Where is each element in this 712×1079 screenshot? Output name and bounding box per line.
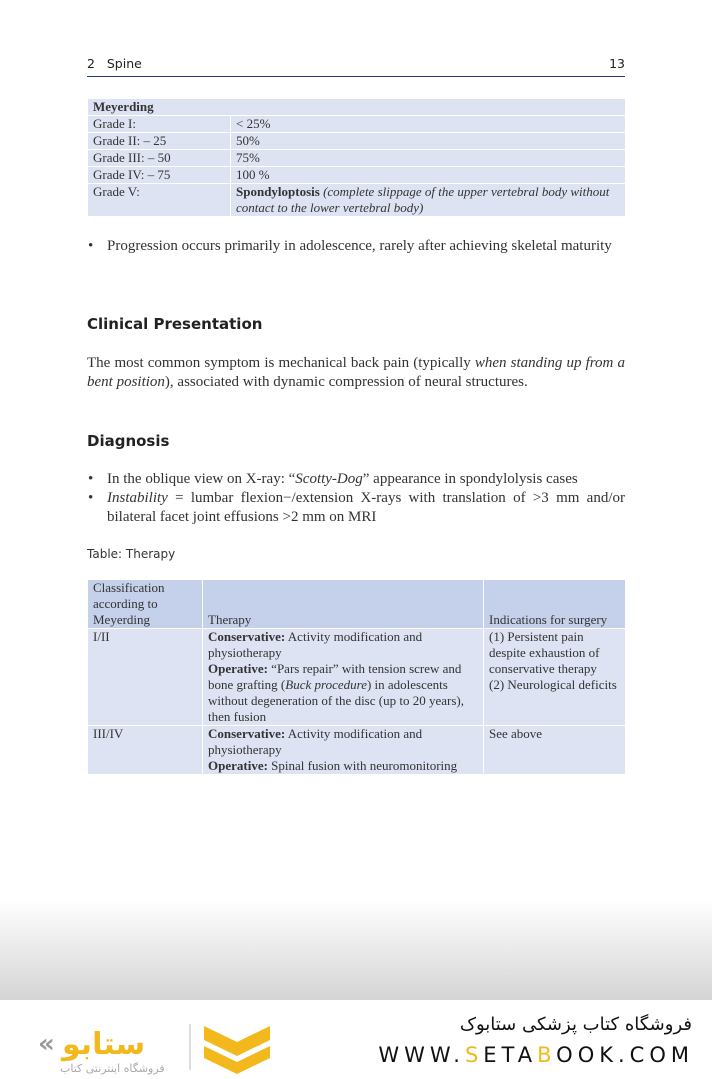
- table-row: [88, 629, 626, 726]
- list-item: • Progression occurs primarily in adolescence, rarely after achieving skeletal maturity: [87, 237, 625, 256]
- cell: Grade III: – 50: [88, 150, 231, 167]
- setabook-logo: [30, 1018, 280, 1076]
- cell: Grade IV: – 75: [88, 167, 231, 184]
- cell: [484, 629, 626, 726]
- cell: See above: [484, 726, 626, 775]
- svg-text:ستابو: ستابو: [62, 1027, 146, 1062]
- therapy-table: [87, 579, 626, 775]
- text: OOK.COM: [556, 1043, 694, 1067]
- cell: [231, 184, 626, 217]
- cell: Grade II: – 25: [88, 133, 231, 150]
- text: = lumbar flexion−/extension X-rays with translation of >3 mm and/or bilateral facet joint effusions >2 mm on MRI: [107, 490, 625, 525]
- text: B: [537, 1043, 557, 1067]
- bold-term: Spondyloptosis: [236, 184, 320, 199]
- page-shadow: [0, 900, 712, 1000]
- text: (1) Persistent pain despite exhaustion of conservative therapy: [489, 629, 600, 676]
- section-heading: Clinical Presentation: [87, 315, 263, 333]
- bullet-list: [87, 237, 625, 256]
- paragraph: [87, 354, 625, 392]
- table-caption: Table: Therapy: [87, 547, 176, 561]
- svg-text:فروشگاه اینترنتی کتاب: فروشگاه اینترنتی کتاب: [60, 1062, 165, 1075]
- section-heading: Diagnosis: [87, 432, 170, 450]
- text: (2) Neurological deficits: [489, 677, 617, 692]
- header-cell: Therapy: [203, 580, 484, 629]
- text: Spinal fusion with neuromonitoring: [267, 758, 458, 773]
- text: “Pars repair” with tension screw and bone grafting (: [208, 661, 462, 692]
- table-header-row: [88, 580, 626, 629]
- table-row: [88, 150, 626, 167]
- chapter-title: 2 Spine: [87, 56, 142, 71]
- header-cell: Classification according to Meyerding: [88, 580, 203, 629]
- italic-text: Buck procedure: [285, 677, 367, 692]
- text: ETA: [483, 1043, 538, 1067]
- meyerding-table: [87, 98, 626, 217]
- cell: 100 %: [231, 167, 626, 184]
- list-item: [87, 489, 625, 527]
- cell: 75%: [231, 150, 626, 167]
- text: S: [464, 1043, 484, 1067]
- cell: Grade I:: [88, 116, 231, 133]
- text: In the oblique view on X-ray: “: [107, 471, 296, 487]
- text: The most common symptom is mechanical back pain (typically: [87, 355, 475, 371]
- cell: [203, 726, 484, 775]
- header-cell: Indications for surgery: [484, 580, 626, 629]
- cell: III/IV: [88, 726, 203, 775]
- table-title: Meyerding: [88, 99, 626, 116]
- cell: Grade V:: [88, 184, 231, 217]
- website-url[interactable]: [378, 1043, 694, 1067]
- text: ” appearance in spondylolysis cases: [362, 471, 578, 487]
- text: Activity modification and physiotherapy: [208, 726, 423, 757]
- cell: [203, 629, 484, 726]
- cell: I/II: [88, 629, 203, 726]
- label: Operative:: [208, 661, 268, 676]
- cell: < 25%: [231, 116, 626, 133]
- label: Conservative:: [208, 726, 286, 741]
- list-item: [87, 470, 625, 489]
- italic-text: Instability: [107, 490, 168, 506]
- store-name: فروشگاه کتاب پزشکی ستابوک: [459, 1014, 692, 1035]
- text: WWW.: [378, 1043, 465, 1067]
- label: Conservative:: [208, 629, 286, 644]
- table-row: [88, 167, 626, 184]
- page-number: 13: [609, 56, 625, 71]
- text: ), associated with dynamic compression of neural structures.: [164, 374, 528, 390]
- italic-text: when standing up from a bent position: [87, 355, 625, 390]
- table-row: [88, 116, 626, 133]
- text: Activity modification and physiotherapy: [208, 629, 423, 660]
- svg-text:«: «: [38, 1029, 55, 1059]
- table-row: [88, 184, 626, 217]
- table-row: [88, 726, 626, 775]
- italic-note: (complete slippage of the upper vertebral body without contact to the lower vertebral body): [236, 184, 610, 215]
- footer-banner: [0, 1000, 712, 1079]
- label: Operative:: [208, 758, 268, 773]
- text: ) in adolescents without degeneration of the disc (up to 20 years), then fusion: [208, 677, 464, 724]
- italic-text: Scotty-Dog: [295, 471, 363, 487]
- running-header: [87, 56, 625, 77]
- cell: 50%: [231, 133, 626, 150]
- table-row: [88, 133, 626, 150]
- bullet-list: [87, 470, 625, 527]
